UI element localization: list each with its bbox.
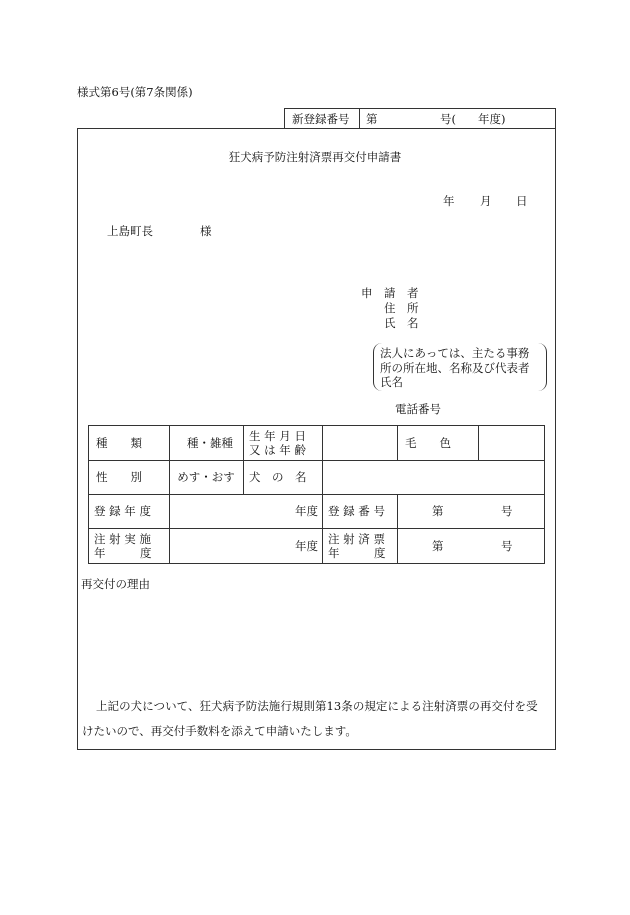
statement-line-2: けたいので、再交付手数料を添えて申請いたします。 [82, 724, 357, 738]
vac-year-label-1: 注 射 実 施 [94, 532, 151, 546]
dog-name-label: 犬 の 名 [249, 470, 307, 484]
vac-tag-label-2: 年 度 [328, 546, 386, 560]
reg-year-suffix: 年度 [295, 504, 318, 518]
sex-label: 性 別 [96, 470, 142, 484]
document-title: 狂犬病予防注射済票再交付申請書 [228, 150, 402, 164]
date-day: 日 [516, 194, 528, 208]
corp-note [380, 346, 530, 390]
dog-name-value[interactable] [322, 460, 545, 494]
addressee-sama: 様 [200, 224, 212, 238]
reg-box-divider [359, 108, 360, 129]
vac-tag-value [397, 528, 545, 564]
birth-age-label [243, 425, 322, 460]
vac-tag-label-1: 注 射 済 票 [328, 532, 385, 546]
applicant-label: 申 請 者 [361, 286, 419, 300]
age-label: 又 は 年 齢 [249, 442, 306, 457]
reissue-reason-label: 再交付の理由 [81, 577, 150, 591]
vac-tag-dai: 第 [432, 539, 444, 553]
coat-color-label: 毛 色 [405, 435, 451, 450]
applicant-name-label: 氏 名 [384, 316, 419, 330]
form-number: 様式第6号(第7条関係) [77, 85, 193, 99]
corp-note-line-2: 所の所在地、名称及び代表者 [380, 360, 530, 375]
vac-year-suffix: 年度 [295, 539, 318, 553]
reg-number-value [397, 494, 545, 528]
vac-year-label-2: 年 度 [94, 546, 152, 560]
kind-label: 種 類 [96, 435, 142, 450]
birth-age-value[interactable] [322, 425, 397, 460]
date-year: 年 [443, 194, 455, 208]
statement-line-1: 上記の犬について、狂犬病予防法施行規則第13条の規定による注射済票の再交付を受 [96, 699, 538, 713]
reg-year-label: 登 録 年 度 [94, 504, 151, 518]
reg-number-dai: 第 [432, 504, 444, 518]
vac-tag-go: 号 [501, 539, 513, 553]
reg-box-dai: 第 [366, 112, 378, 126]
addressee-name: 上島町長 [107, 224, 153, 238]
reg-number-label: 登 録 番 号 [328, 504, 385, 518]
date-month: 月 [480, 194, 492, 208]
corp-note-line-1: 法人にあっては、主たる事務 [380, 346, 530, 360]
coat-color-value[interactable] [478, 425, 545, 460]
applicant-address-label: 住 所 [384, 301, 419, 315]
corp-note-line-3: 氏名 [380, 375, 403, 389]
birth-label: 生 年 月 日 [249, 428, 306, 443]
vac-year-label [88, 528, 169, 564]
reg-number-go: 号 [501, 504, 513, 518]
reg-box-label: 新登録番号 [292, 112, 350, 126]
kind-value: 種・雑種 [187, 435, 233, 450]
vac-tag-label [322, 528, 397, 564]
reg-box-nendo: 年度) [478, 112, 506, 126]
phone-label: 電話番号 [395, 402, 441, 416]
reg-box-go: 号( [440, 112, 456, 126]
sex-value: めす・おす [177, 470, 235, 484]
